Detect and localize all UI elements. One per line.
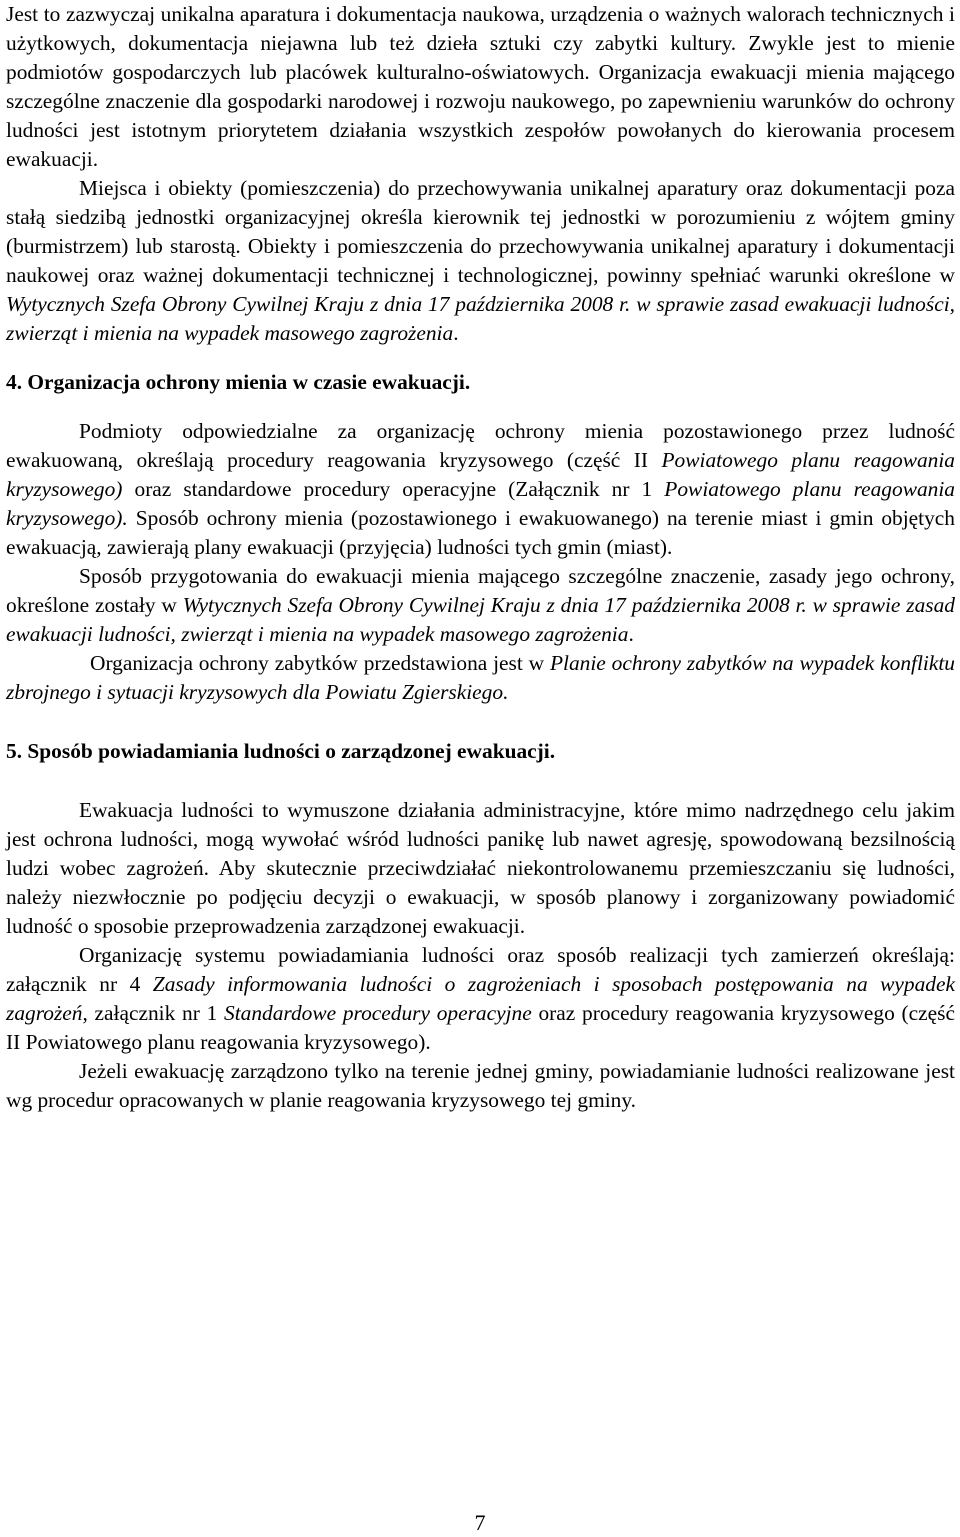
spacer: [6, 397, 955, 417]
document-body: [6, 0, 955, 1115]
guidelines-reference: Wytycznych Szefa Obrony Cywilnej Kraju z dnia 17 października 2008 r. w sprawie zasad ewakuacji ludności, zwierząt i mienia na wypadek masowego zagrożenia: [6, 292, 955, 345]
paragraph-text: Miejsca i obiekty (pomieszczenia) do przechowywania unikalnej aparatury oraz dokumentacji poza stałą siedzibą jednostki organizacyjnej określa kierownik tej jednostki w porozumieniu z wójtem gminy (burmistrzem) lub starostą. Obiekty i pomieszczenia do przechowywania unikalnej aparatury i dokumentacji naukowej oraz ważnej dokumentacji technicznej i technologicznej, powinny spełniać warunki określone w: [6, 176, 955, 287]
paragraph-evacuation-of-property: [6, 0, 955, 174]
paragraph-text: Organizacja ochrony zabytków przedstawiona jest w: [90, 651, 550, 675]
paragraph-text: Podmioty odpowiedzialne za organizację ochrony mienia pozostawionego przez ludność ewakuowaną, określają procedury reagowania kryzysowego (część II: [6, 419, 955, 472]
page-number: 7: [474, 1510, 486, 1535]
paragraph-text: oraz procedury reagowania kryzysowego (część II Powiatowego planu reagowania kryzysowego).: [6, 1001, 955, 1054]
plan-reference: Powiatowego planu reagowania kryzysowego): [6, 448, 956, 501]
paragraph-text: oraz standardowe procedury operacyjne (Załącznik nr 1: [122, 477, 665, 501]
section-heading-4: 4. Organizacja ochrony mienia w czasie ewakuacji.: [6, 370, 471, 394]
annex-reference: Standardowe procedury operacyjne: [224, 1001, 532, 1025]
paragraph-preparation-method: [6, 562, 955, 649]
paragraph-single-commune: [6, 1057, 955, 1115]
paragraph-end: .: [453, 321, 459, 345]
spacer: [6, 348, 955, 368]
guidelines-reference: Wytycznych Szefa Obrony Cywilnej Kraju z dnia 17 października 2008 r. w sprawie zasad ewakuacji ludności, zwierząt i mienia na wypadek masowego zagrożenia: [6, 593, 955, 646]
spacer: [6, 707, 955, 737]
paragraph-text: Sposób ochrony mienia (pozostawionego i ewakuowanego) na terenie miast i gmin objętych ewakuacją, zawierają plany ewakuacji (przyjęcia) ludności tych gmin (miast).: [6, 506, 955, 559]
paragraph-monument-protection: [6, 649, 955, 707]
paragraph-responsible-entities: [6, 417, 955, 562]
paragraph-evacuation-notice: [6, 796, 955, 941]
paragraph-text: Sposób przygotowania do ewakuacji mienia mającego szczególne znaczenie, zasady jego ochrony, określone zostały w: [6, 564, 955, 617]
paragraph-text: Organizację systemu powiadamiania ludności oraz sposób realizacji tych zamierzeń określają: załącznik nr 4: [6, 943, 955, 996]
paragraph-text: , załącznik nr 1: [82, 1001, 225, 1025]
paragraph-text: Jest to zazwyczaj unikalna aparatura i dokumentacja naukowa, urządzenia o ważnych walorach technicznych i użytkowych, dokumentacja niejawna lub też dzieła sztuki czy zabytki kultury. Zwykle jest to mienie podmiotów gospodarczych lub placówek kulturalno-oświatowych. Organizacja ewakuacji mienia mającego szczególne znaczenie dla gospodarki narodowej i rozwoju naukowego, po zapewnieniu warunków do ochrony ludności jest istotnym priorytetem działania wszystkich zespołów powołanych do kierowania procesem ewakuacji.: [6, 2, 955, 171]
paragraph-text: Jeżeli ewakuację zarządzono tylko na terenie jednej gminy, powiadamianie ludności realizowane jest wg procedur opracowanych w planie reagowania kryzysowego tej gminy.: [6, 1059, 955, 1112]
plan-reference: Planie ochrony zabytków na wypadek konfliktu zbrojnego i sytuacji kryzysowych dla Powiatu Zgierskiego.: [6, 651, 955, 704]
section-heading-5: 5. Sposób powiadamiania ludności o zarządzonej ewakuacji.: [6, 739, 556, 763]
plan-reference: Powiatowego planu reagowania kryzysowego).: [6, 477, 955, 530]
paragraph-notification-system: [6, 941, 955, 1057]
paragraph-storage-locations: [6, 174, 955, 348]
paragraph-text: Ewakuacja ludności to wymuszone działania administracyjne, które mimo nadrzędnego celu jakim jest ochrona ludności, mogą wywołać wśród ludności panikę lub nawet agresję, spowodowaną bezsilnością ludzi wobec zagrożeń. Aby skutecznie przeciwdziałać niekontrolowanemu przemieszczaniu się ludności, należy niezwłocznie po podjęciu decyzji o ewakuacji, w sposób planowy i zorganizowany powiadomić ludność o sposobie przeprowadzenia zarządzonej ewakuacji.: [6, 798, 955, 938]
spacer: [6, 766, 955, 796]
annex-reference: Zasady informowania ludności o zagrożeniach i sposobach postępowania na wypadek zagrożeń: [6, 972, 955, 1025]
paragraph-end: .: [628, 622, 634, 646]
